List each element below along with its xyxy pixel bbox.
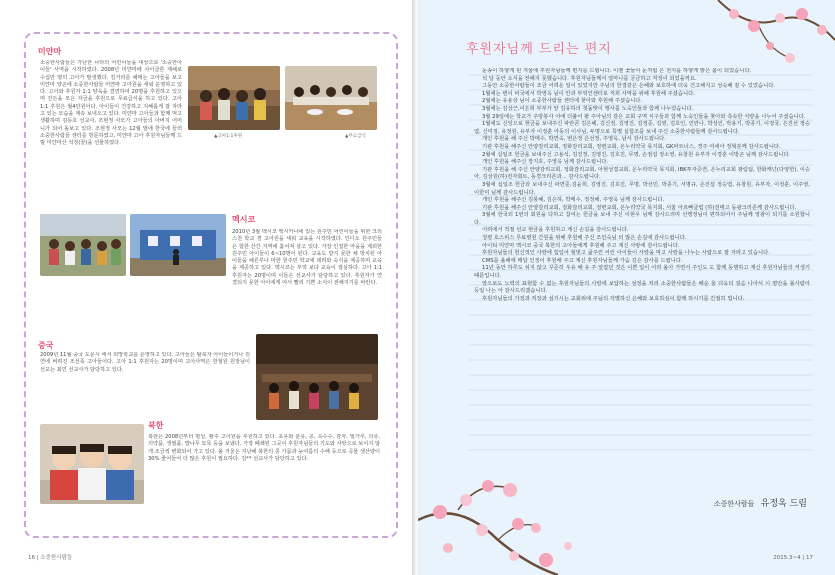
letter-paragraph: 2월에는 유용상 님이 소중한사람들 센터에 찾아와 후원해 주셨습니다. xyxy=(482,98,643,105)
letter-paragraph: 그동안 소중한사람들이 조금 어려운 일이 있었지만 주님의 한결같은 은혜와 보호하에 더욱 건고해지고 성숙해 질 수 있었습니다. xyxy=(482,83,776,90)
letter-paragraph: 앞으로도 노력의 표현함 수 없는 후원자님들의 사랑에 보답하는 섬정을 처리 소중한사람들은 배운 울 더욱더 걸음 나아서 시 평안을 볼사람아 등일 나는 아 감사드리겠습니다. xyxy=(474,280,810,295)
photo-mexico-school xyxy=(130,214,226,276)
letter-paragraph: 어려에서 적절 선교 현금을 후원하고 계신 손길을 감사드립니다. xyxy=(482,227,629,234)
letter-paragraph: 1월에는 변이 비국에서 박영옥 님이 안과 부엌인센터로 저희 사역을 위해 후원해 주셨습니다. xyxy=(482,90,695,97)
letter-paragraph: 개인 후원을 해 주신 박매수, 박면숙, 변은정 은선정, 주영옥, 남서 감사드립니다. xyxy=(482,136,666,143)
section-title-mexico: 멕시코 xyxy=(232,215,256,224)
section-text-mexico: 2010년 3월 멕시코 멕시카나에 있는 원주민 어린이들을 위한 크리스천 학교 겸 고아원을 세워 교육을 시작하였다. 인디오 원주민들은 험한 산간 지역에 흩어져 살고 있다. 가장 인접한 마을을 제외한 원주민 아이들이 6~10명이 된다. 교육도 받지 못한 채 방치된 아이들을 헤른루나 마한 원주민 학교에 데려와 숙식을 제공하며 교육을 제공하고 있다. 멕시코는 부엌 보다 교육이 절실하다. 고아 1:1 후원자는 20명이며 이들은 선교사가 담당하고 있다. 후원자가 연결되지 못한 아이에게 여서 빨리 기쁜 소식이 전해지기를 바란다. xyxy=(232,229,382,287)
letter-paragraph: 개인 후원을 해주신 김봉혜, 김은하, 박매수, 정정해, 주영옥 님께 감사드립니다. xyxy=(482,197,665,204)
section-text-china: 2009년 11월 중국 도문시 에서 희망학교를 운영하고 있다. 고아들은 탈북자 아이들이거나 원연에 버려진 조선족 고아들이다. 고아 1:1 후원자는 20명이며 고아사역은 한철원 원장님이 선교는 최민 선교사가 담당하고 있다. xyxy=(40,352,250,373)
letter-paragraph: 2월에 십일조 헌금을 보내주신 고용석, 김진정, 김영진, 김호진, 무명, 손점섭 정소영, 유창원 유부자 이경훈 이방곤 님께 감사드립니다. xyxy=(482,151,791,158)
photo-caption-2: ▲무료급식 xyxy=(345,134,366,139)
letter-paragraph: 후원자님들의 가정과 직장과 섬기시는 교회위에 주님의 각별하신 은혜와 보호하심이 함께 하시기를 간절히 빕니다. xyxy=(482,295,745,302)
section-title-china: 중국 xyxy=(38,341,54,350)
letter-paragraph: 3월 29일에는 학교가 주방봉사 어에 더불어 팥 주아님의 같은 교회 구역 식구들과 함께 노숙인들을 찾아와 측속한 식량을 나누어 주셨습니다. xyxy=(482,113,806,120)
letter-paragraph: 개인 후원을 해주신 장지호, 주영옥 님께 감사드립니다. xyxy=(482,159,609,166)
letter-paragraph: CMS를 올해에 매달 인정이 후원해 주고 계신 후원자님들께 가슴 깊은 감사를 드립니다. xyxy=(482,257,683,264)
left-page xyxy=(0,0,414,575)
letter-paragraph: 후원자님들의 헌신적인 사랑에 힘입어 헐벗고 굶주린 어린 아이들이 사랑을 먹고 사랑을 나누는 사람으로 잘 자라고 있습니다. xyxy=(482,250,770,257)
blossom-branch-bottom xyxy=(418,480,572,575)
letter-paragraph: 11년 동안 하루도 쉬지 않고 꾸준히 우유 배 유 주 앞잡던 것은 이쁜 일이 어려 올아 가면서 주인도 도 함께 동행하고 계신 후원자님들의 저생기 때문입니다. xyxy=(474,265,810,280)
letter-signature xyxy=(714,496,807,509)
photo-myanmar-meal xyxy=(285,66,377,130)
photo-mexico-group xyxy=(40,214,126,276)
letter-paragraph: 석 달 동안 소식을 전해지 못했습니다. 후원자님들께서 얼마나를 궁금하고 걱정이 되었을까요. xyxy=(482,75,697,82)
letter-paragraph: 1월에도 신앙으로 현금을 보내주신 파란콘 김은혜, 김신정, 김영진, 김정준, 김영, 김호인, 민란나, 박성인, 박용기, 박종기, 이정국, 은진선 정승엽, 신미정, 유정원, 유부자 이정훈 아동의 이사님, 두명으로 특별 실험조를 보내 주신 소중한사람들께 감사드립니다. xyxy=(474,121,810,135)
letter-paragraph: 아이티 미얀마 멕시코 중국 북한의 고아들에게 후원해 주고 계신 사랑에 감사드립니다. xyxy=(482,242,680,249)
right-page xyxy=(418,0,835,575)
section-text-myanmar-top: 소중한사람들은 가난한 나라의 어린이들을 대상으로 '소중한아이들' 사역을 시작하였다. 2008년 미얀마에 사이클론 재해로 수십만 명의 고아가 발생했다. 김거리를 헤매는 고아들을 보고 미얀마 양곤에 소중한사람들 미얀마 고아원을 세워 운영하고 있다. 고아와 후원자 1:1 양육을 결연하여 20명을 후원하고 있으며 잔든을 모은 자금을 후원으로 무료급식을 하고 있다. 고아 1:1 후원은 월4만원이다. 아이들이 건강하고 지혜롭게 잘 자라고 있는 모습을 계속 보내오고 있다. 미얀마 고아들과 함께 먹고 생활하며 김동호 선교사, 조현정 사모가 고아들의 아버지 어머니가 되어 돌보고 있다. 조현정 사모는 12월 말에 한국에 들러 소중한사람들 센터를 방문하였고, 미얀마 고아 후원자님들께 드릴 미얀마산 석청(꿀)을 선물하였다. xyxy=(40,60,182,147)
photo-myanmar-children xyxy=(188,66,280,130)
letter-paragraph: 3월에 한국외 1번의 회원을 다하고 참여는 헌금을 보내 주신 이현우 님께 감사드리며 선행정님이 편하되어서 주님께 영광이 되기를 소원합니다. xyxy=(474,212,810,226)
right-folio: 2015.3~4 | 17 xyxy=(773,555,813,561)
letter-paragraph: 3월에 십일조 헌금과 보내주신 파면준,김윤희, 김영진, 김호진, 무명, 박선민, 박종기, 서명규, 손진섭 정승엽, 유창원, 유부자, 이정훈, 이주영, 이한미 님께 감사드립니다. xyxy=(474,181,810,196)
letter-paragraph: 기관 후원을 해주신 안양감리교회, 정화감리교회, 정변교회, 온누리약국 목지회, GK파트너스, 경주 여세아 정혁분께 감사드립니다. xyxy=(482,143,781,150)
blossom-branch-top xyxy=(718,0,835,63)
section-title-myanmar: 미얀마 xyxy=(38,47,62,56)
letter-body xyxy=(474,68,810,458)
letter-paragraph: 기관 후원을 해주신 안양감리교회, 정화감리교회, 정변교회, 온누리약국 목지회, 서울 아르빠클럽 (하)전태고 동광크리존께 감사드립니다. xyxy=(482,204,797,211)
left-folio: 16 | 소중한사람들 xyxy=(28,555,73,561)
letter-paragraph: 기관 후원을 해 주신 안양감리교회, 정화감리교회, 아현성결교회, 온누리약국 목지회, IBK투자증권, 온누리교회 광림팀, 한화캐넌(다양한), 이승아, 김상원(하)전자회트, 동경크리존과... 감사드립니다. xyxy=(474,166,810,181)
letter-paragraph: 3월에는 김상근,이은희 부부가 앞 김유하의 첫돌맞이 행사를 노숙인들과 함께 나누었습니다. xyxy=(482,105,694,112)
letter-paragraph: 청평 호스피스 무료병원 간원을 위해 후원해 주신 조민숙님 외 많은 손길에 감사드립니다. xyxy=(482,235,687,242)
section-text-northkorea: 북한은 2008년부터 평성, 황주 고아원을 후원하고 있다. 초유와 분유, 콩, 옥수수, 감자, 밀가루, 의류, 의약품, 생필품, 밥나무 묘목 등을 보냈다. 가장 폐쇄된 그곳이 후원자님들의 기도와 사랑으로 보이지 않게 조금씩 변화되어 가고 있다. 올 겨울은 지난해 북한의 콩 가뭄과 늦여름의 수해 등으로 곡물 생산량이 30% 줄어들어 더 많은 후원이 필요하다. 김** 선교사가 담당하고 있다. xyxy=(148,434,380,462)
photo-china-classroom xyxy=(256,334,378,420)
signature-org: 소중한사람들 xyxy=(713,500,755,508)
section-title-northkorea: 북한 xyxy=(148,421,164,430)
letter-paragraph: 눈송이 하얗게 핀 겨울에 후원자님들께 편지를 드립니다. 이젠 꽃들이 눈처럼 온 천지를 하얗게 밝은 봄이 되었습니다. xyxy=(482,68,752,74)
letter-title: 후원자님께 드리는 편지 xyxy=(466,42,612,57)
photo-caption-1: ▲고아1:1후원 xyxy=(214,134,243,139)
photo-northkorea-children xyxy=(40,424,144,504)
signature-name: 유정옥 드림 xyxy=(760,499,807,509)
